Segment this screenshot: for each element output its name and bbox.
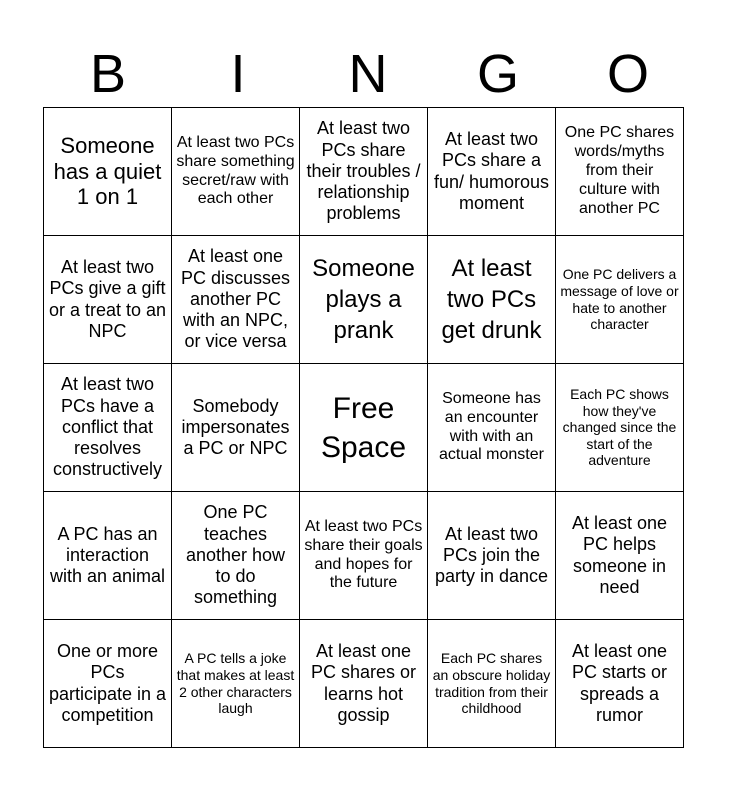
- bingo-cell: [428, 364, 556, 492]
- cell-text: Each PC shows how they've changed since the start of the adventure: [562, 386, 677, 469]
- bingo-cell: [300, 236, 428, 364]
- cell-text: At least two PCs share their troubles / relationship problems: [306, 118, 421, 224]
- cell-text: At least one PC discusses another PC with an NPC, or vice versa: [180, 246, 291, 352]
- board-row: [44, 492, 684, 620]
- cell-text: Somebody impersonates a PC or NPC: [181, 395, 290, 459]
- cell-text: Someone plays a prank: [312, 254, 415, 345]
- bingo-cell: [556, 236, 684, 364]
- cell-text: One PC delivers a message of love or hate to another character: [560, 266, 679, 333]
- cell-text: Someone has a quiet 1 on 1: [53, 132, 162, 210]
- cell-text: At least two PCs share a fun/ humorous moment: [433, 129, 550, 213]
- bingo-cell: [172, 620, 300, 748]
- cell-text: At least two PCs join the party in dance: [434, 523, 549, 587]
- free-space-cell: [300, 364, 428, 492]
- cell-text: At least two PCs share their goals and hopes for the future: [304, 517, 423, 592]
- header-letter-n: N: [348, 44, 388, 104]
- bingo-cell: [428, 236, 556, 364]
- header-letter-i: I: [230, 44, 246, 104]
- cell-text: A PC has an interaction with an animal: [49, 523, 166, 587]
- bingo-cell: [172, 492, 300, 620]
- cell-text: Each PC shares an obscure holiday tradition from their childhood: [432, 650, 551, 717]
- bingo-cell: [556, 620, 684, 748]
- header-letter-o: O: [606, 44, 649, 104]
- bingo-cell: [44, 108, 172, 236]
- free-space-text: Free Space: [320, 391, 407, 464]
- bingo-cell: [556, 364, 684, 492]
- cell-text: At least two PCs get drunk: [441, 254, 542, 345]
- cell-text: One PC shares words/myths from their culture with another PC: [564, 124, 675, 217]
- cell-text: One PC teaches another how to do something: [185, 502, 286, 608]
- bingo-cell: [556, 108, 684, 236]
- cell-text: A PC tells a joke that makes at least 2 other characters laugh: [176, 650, 295, 717]
- bingo-cell: [300, 108, 428, 236]
- bingo-cell: [428, 620, 556, 748]
- bingo-cell: [44, 620, 172, 748]
- cell-text: At least two PCs have a conflict that resolves constructively: [52, 374, 163, 480]
- bingo-cell: [44, 236, 172, 364]
- board-row: [44, 364, 684, 492]
- cell-text: At least two PCs share something secret/raw with each other: [176, 133, 295, 208]
- bingo-cell: [172, 364, 300, 492]
- bingo-board: [43, 107, 684, 748]
- cell-text: At least one PC shares or learns hot gossip: [310, 641, 417, 725]
- board-row: [44, 620, 684, 748]
- bingo-cell: [556, 492, 684, 620]
- cell-text: One or more PCs participate in a competition: [48, 641, 167, 725]
- cell-text: At least two PCs give a gift or a treat to an NPC: [48, 257, 167, 341]
- header-letter-b: B: [89, 44, 127, 104]
- bingo-cell: [172, 236, 300, 364]
- cell-text: Someone has an encounter with with an actual monster: [439, 389, 544, 464]
- bingo-header: [43, 44, 693, 104]
- bingo-cell: [428, 108, 556, 236]
- board-row: [44, 108, 684, 236]
- cell-text: At least one PC helps someone in need: [571, 513, 668, 597]
- board-row: [44, 236, 684, 364]
- bingo-cell: [300, 620, 428, 748]
- bingo-cell: [172, 108, 300, 236]
- header-letter-g: G: [476, 44, 519, 104]
- bingo-cell: [44, 364, 172, 492]
- bingo-cell: [428, 492, 556, 620]
- bingo-cell: [44, 492, 172, 620]
- bingo-cell: [300, 492, 428, 620]
- cell-text: At least one PC starts or spreads a rumor: [571, 641, 668, 725]
